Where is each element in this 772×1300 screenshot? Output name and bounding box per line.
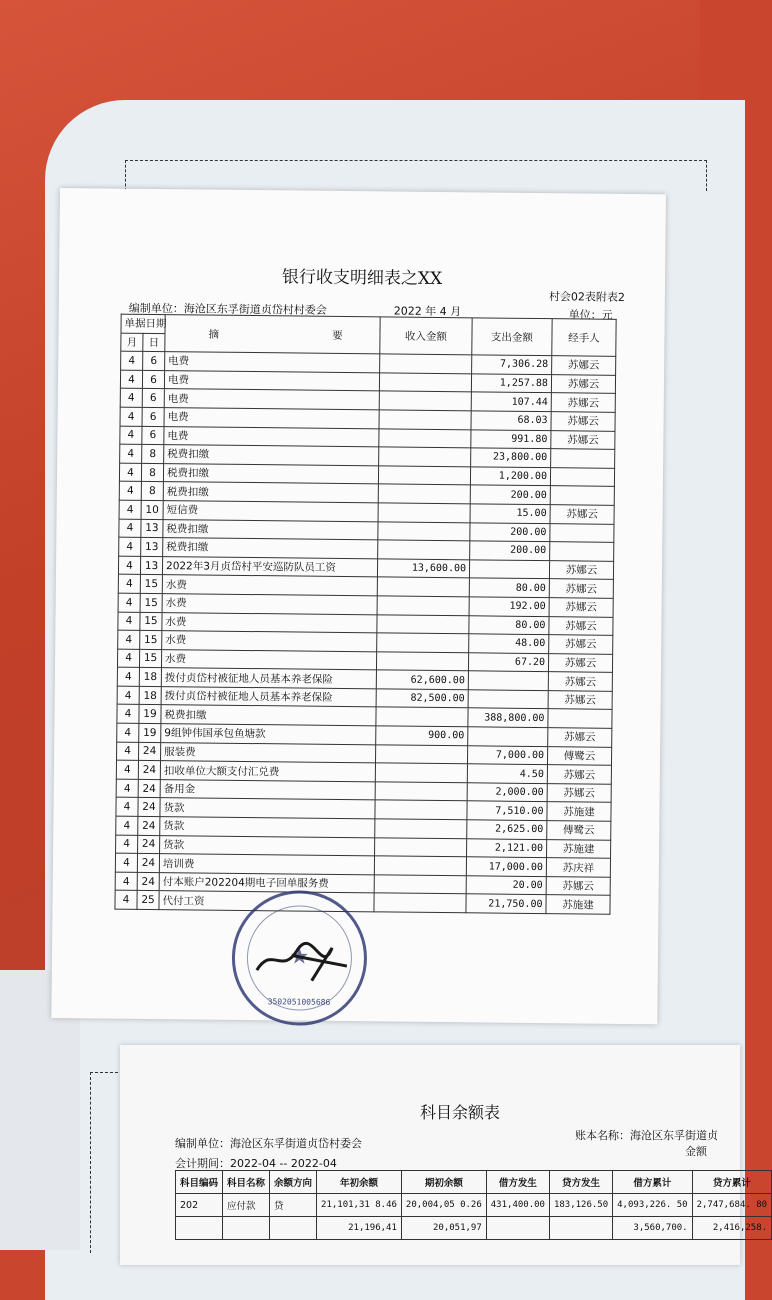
balance-header-cell: 贷方发生 <box>549 1171 612 1194</box>
balance-row <box>176 1194 772 1217</box>
balance-cell: 3,560,700. <box>613 1217 692 1240</box>
cell-income <box>374 856 466 876</box>
cell-summary: 税费扣缴 <box>163 463 378 484</box>
balance-cell: 4,093,226. 50 <box>613 1194 692 1217</box>
cell-expense: 7,510.00 <box>467 801 547 820</box>
cell-income <box>375 763 467 783</box>
balance-cell: 贷 <box>270 1194 317 1217</box>
cell-day: 8 <box>141 482 163 501</box>
cell-day: 25 <box>137 891 159 910</box>
cell-expense: 200.00 <box>470 485 550 504</box>
cell-handler: 苏娜云 <box>550 505 614 524</box>
cell-month: 4 <box>119 481 141 500</box>
cell-handler <box>550 523 614 542</box>
cell-month: 4 <box>115 853 137 872</box>
balance-header-row <box>176 1171 772 1194</box>
balance-cell: 21,101,31 8.46 <box>317 1194 402 1217</box>
cell-day: 15 <box>140 612 162 631</box>
cell-summary: 水费 <box>161 649 376 670</box>
cell-expense: 1,257.88 <box>471 374 551 393</box>
cell-summary: 9组钟伟国承包鱼塘款 <box>161 724 376 745</box>
cell-month: 4 <box>120 426 142 445</box>
cell-expense: 80.00 <box>469 578 549 597</box>
cell-summary: 电费 <box>164 389 379 410</box>
cell-handler: 苏娜云 <box>548 672 612 691</box>
balance-cell <box>549 1217 612 1240</box>
balance-header-cell: 科目名称 <box>223 1171 270 1194</box>
cell-day: 19 <box>139 705 161 724</box>
cell-month: 4 <box>120 389 142 408</box>
balance-cell: 431,400.00 <box>486 1194 549 1217</box>
header-date: 单据日期 <box>121 314 165 333</box>
balance-header-cell: 贷方累计 <box>692 1171 771 1194</box>
cell-expense <box>468 727 548 746</box>
cell-summary: 拨付贞岱村被征地人员基本养老保险 <box>161 668 376 689</box>
compiling-unit: 编制单位：海沧区东孚街道贞岱村村委会 <box>128 301 327 317</box>
cell-summary: 短信费 <box>163 501 378 522</box>
cell-expense: 21,750.00 <box>466 894 546 913</box>
cell-handler: 傅鹭云 <box>547 821 611 840</box>
header-day: 日 <box>143 333 165 352</box>
cell-summary: 备用金 <box>160 779 375 800</box>
cell-day: 13 <box>140 556 162 575</box>
cell-month: 4 <box>116 816 138 835</box>
cell-day: 24 <box>137 872 159 891</box>
cell-expense: 7,000.00 <box>467 745 547 764</box>
balance-cell: 应付款 <box>223 1194 270 1217</box>
cell-handler: 苏娜云 <box>549 616 613 635</box>
balance-sheet <box>120 1045 768 1265</box>
cell-expense: 200.00 <box>470 541 550 560</box>
cell-summary: 税费扣缴 <box>161 705 376 726</box>
cell-month: 4 <box>118 612 140 631</box>
cell-day: 24 <box>138 761 160 780</box>
balance-unit: 编制单位：海沧区东孚街道贞岱村委会 <box>175 1137 362 1150</box>
cell-summary: 电费 <box>164 426 379 447</box>
balance-table <box>175 1170 772 1240</box>
cell-month: 4 <box>117 742 139 761</box>
balance-book: 账本名称：海沧区东孚街道贞 <box>575 1129 718 1142</box>
cell-income <box>378 484 470 504</box>
cell-expense <box>468 690 548 709</box>
cell-day: 15 <box>140 630 162 649</box>
cell-day: 18 <box>139 668 161 687</box>
cell-month: 4 <box>120 444 142 463</box>
cell-day: 24 <box>138 835 160 854</box>
cell-handler: 苏娜云 <box>548 728 612 747</box>
cell-expense: 7,306.28 <box>472 355 552 374</box>
cell-handler: 苏娜云 <box>547 765 611 784</box>
cell-income: 82,500.00 <box>376 689 468 709</box>
header-summary-b: 要 <box>332 329 343 342</box>
cell-handler: 苏娜云 <box>551 412 615 431</box>
balance-cell: 21,196,41 <box>317 1217 402 1240</box>
cell-month: 4 <box>119 463 141 482</box>
cell-income <box>379 447 471 467</box>
cell-handler: 傅鹭云 <box>547 746 611 765</box>
cell-summary: 培训费 <box>159 854 374 875</box>
cell-summary: 付本账户202204期电子回单服务费 <box>159 872 374 893</box>
cell-day: 13 <box>141 537 163 556</box>
cell-summary: 货款 <box>160 798 375 819</box>
cell-income <box>379 428 471 448</box>
balance-body <box>176 1194 772 1240</box>
cell-income: 62,600.00 <box>376 670 468 690</box>
seal-star-icon: ★ <box>289 943 310 969</box>
cell-income <box>378 521 470 541</box>
currency-unit: 单位：元 <box>568 308 613 322</box>
cell-summary: 水费 <box>162 612 377 633</box>
cell-handler: 苏娜云 <box>552 356 616 375</box>
cell-expense: 15.00 <box>470 504 550 523</box>
cell-income <box>375 744 467 764</box>
cell-month: 4 <box>116 760 138 779</box>
ledger-table <box>114 314 616 915</box>
balance-cell <box>486 1217 549 1240</box>
cell-income <box>377 614 469 634</box>
cell-income <box>375 819 467 839</box>
cell-handler: 苏娜云 <box>549 598 613 617</box>
header-handler: 经手人 <box>552 319 616 357</box>
balance-header-cell: 科目编码 <box>176 1171 223 1194</box>
balance-row <box>176 1217 772 1240</box>
cell-summary: 货款 <box>160 817 375 838</box>
cell-handler: 苏庆祥 <box>546 858 610 877</box>
ledger-title: 银行收支明细表之XX <box>281 267 443 290</box>
cell-day: 24 <box>138 798 160 817</box>
cell-handler: 苏娜云 <box>551 393 615 412</box>
ledger-period: 2022 年 4 月 <box>393 304 462 319</box>
cell-day: 15 <box>140 593 162 612</box>
cell-handler <box>550 467 614 486</box>
cell-day: 13 <box>141 519 163 538</box>
cell-handler <box>551 449 615 468</box>
seal-code: 3502051005686 <box>267 997 331 1007</box>
cell-day: 24 <box>138 779 160 798</box>
cell-month: 4 <box>116 798 138 817</box>
cell-income <box>374 893 466 913</box>
cell-income <box>377 596 469 616</box>
cell-handler <box>550 486 614 505</box>
cell-expense: 80.00 <box>469 615 549 634</box>
cell-handler: 苏娜云 <box>549 635 613 654</box>
cell-summary: 电费 <box>164 370 379 391</box>
cell-day: 15 <box>140 575 162 594</box>
cell-handler: 苏娜云 <box>549 579 613 598</box>
cell-expense: 200.00 <box>470 522 550 541</box>
cell-day: 24 <box>138 816 160 835</box>
cell-month: 4 <box>117 649 139 668</box>
form-number: 村会02表附表2 <box>548 290 625 304</box>
cell-expense: 20.00 <box>466 876 546 895</box>
cell-income <box>375 837 467 857</box>
cell-summary: 水费 <box>162 631 377 652</box>
cell-expense: 48.00 <box>469 634 549 653</box>
cell-expense: 23,800.00 <box>471 448 551 467</box>
cell-summary: 电费 <box>165 352 380 373</box>
cell-expense: 2,000.00 <box>467 783 547 802</box>
header-summary <box>165 315 380 354</box>
balance-cell <box>223 1217 270 1240</box>
balance-header-cell: 年初余额 <box>317 1171 402 1194</box>
cell-expense: 4.50 <box>467 764 547 783</box>
cell-handler: 苏娜云 <box>547 783 611 802</box>
cell-day: 24 <box>137 854 159 873</box>
balance-cell: 2,416,258. <box>692 1217 771 1240</box>
cell-income <box>377 633 469 653</box>
cell-handler: 苏施建 <box>547 802 611 821</box>
cell-income <box>378 466 470 486</box>
cell-month: 4 <box>121 351 143 370</box>
cell-day: 10 <box>141 500 163 519</box>
cell-month: 4 <box>119 500 141 519</box>
cell-income <box>378 540 470 560</box>
cell-day: 6 <box>142 389 164 408</box>
cell-summary: 服装费 <box>161 742 376 763</box>
cell-summary: 货款 <box>160 835 375 856</box>
cell-month: 4 <box>116 779 138 798</box>
balance-cell: 20,051,97 <box>401 1217 486 1240</box>
cell-summary: 税费扣缴 <box>163 482 378 503</box>
cell-summary: 代付工资 <box>159 891 374 912</box>
cell-handler: 苏娜云 <box>548 691 612 710</box>
cell-month: 4 <box>118 574 140 593</box>
balance-header-cell: 余额方向 <box>270 1171 317 1194</box>
cell-day: 8 <box>142 445 164 464</box>
handwritten-signature <box>252 935 363 986</box>
cell-month: 4 <box>119 519 141 538</box>
cell-income <box>375 782 467 802</box>
cell-income <box>379 391 471 411</box>
cell-expense: 2,625.00 <box>467 820 547 839</box>
cell-month: 4 <box>117 705 139 724</box>
cell-income: 900.00 <box>376 726 468 746</box>
cell-month: 4 <box>120 407 142 426</box>
cell-day: 6 <box>142 407 164 426</box>
cell-handler: 苏娜云 <box>549 560 613 579</box>
balance-header-cell: 期初余额 <box>401 1171 486 1194</box>
cell-handler <box>550 542 614 561</box>
cell-summary: 水费 <box>162 593 377 614</box>
balance-amount-unit: 金额 <box>685 1145 707 1158</box>
cell-summary: 2022年3月贞岱村平安巡防队员工资 <box>162 556 377 577</box>
cell-day: 6 <box>142 370 164 389</box>
cell-month: 4 <box>118 593 140 612</box>
cell-month: 4 <box>117 667 139 686</box>
cell-month: 4 <box>117 723 139 742</box>
cell-expense: 107.44 <box>471 392 551 411</box>
balance-header-cell: 借方发生 <box>486 1171 549 1194</box>
cell-day: 6 <box>142 426 164 445</box>
cell-day: 8 <box>141 463 163 482</box>
cell-month: 4 <box>115 891 137 910</box>
balance-header-cell: 借方累计 <box>613 1171 692 1194</box>
cell-expense: 67.20 <box>468 652 548 671</box>
cell-day: 18 <box>139 686 161 705</box>
bank-ledger-sheet <box>51 188 666 1024</box>
cell-income <box>376 707 468 727</box>
balance-cell: 20,004,05 0.26 <box>401 1194 486 1217</box>
cell-expense <box>468 671 548 690</box>
cell-month: 4 <box>120 370 142 389</box>
ledger-body <box>115 351 616 914</box>
cell-summary: 税费扣缴 <box>164 445 379 466</box>
balance-title: 科目余额表 <box>420 1103 501 1122</box>
cell-month: 4 <box>116 835 138 854</box>
cell-handler: 苏施建 <box>547 839 611 858</box>
cell-summary: 水费 <box>162 575 377 596</box>
balance-cell: 202 <box>176 1194 223 1217</box>
balance-cell: 2,747,684. 80 <box>692 1194 771 1217</box>
cell-income <box>379 410 471 430</box>
cell-expense: 17,000.00 <box>466 857 546 876</box>
header-income: 收入金额 <box>380 317 472 355</box>
cell-expense: 68.03 <box>471 411 551 430</box>
cell-expense: 2,121.00 <box>467 838 547 857</box>
cell-expense: 991.80 <box>471 429 551 448</box>
balance-cell: 183,126.50 <box>549 1194 612 1217</box>
cell-month: 4 <box>119 537 141 556</box>
table-row <box>115 891 610 915</box>
cell-summary: 税费扣缴 <box>163 519 378 540</box>
cell-expense: 388,800.00 <box>468 708 548 727</box>
cell-handler: 苏娜云 <box>546 876 610 895</box>
cell-income <box>376 652 468 672</box>
cell-day: 15 <box>139 649 161 668</box>
cell-expense <box>469 560 549 579</box>
cell-income <box>374 875 466 895</box>
cell-month: 4 <box>118 556 140 575</box>
cell-handler: 苏娜云 <box>551 374 615 393</box>
cell-income <box>379 373 471 393</box>
header-expense: 支出金额 <box>472 318 552 356</box>
cell-summary: 扣收单位大额支付汇兑费 <box>160 761 375 782</box>
header-month: 月 <box>121 333 143 352</box>
balance-cell <box>176 1217 223 1240</box>
cell-summary: 电费 <box>164 408 379 429</box>
header-summary-a: 摘 <box>208 328 220 341</box>
cell-income <box>377 577 469 597</box>
cell-day: 6 <box>143 352 165 371</box>
cell-month: 4 <box>115 872 137 891</box>
cell-expense: 192.00 <box>469 597 549 616</box>
cell-handler: 苏娜云 <box>548 653 612 672</box>
cell-income <box>378 503 470 523</box>
cell-handler: 苏施建 <box>546 895 610 914</box>
cell-month: 4 <box>118 630 140 649</box>
cell-day: 19 <box>139 723 161 742</box>
cell-summary: 税费扣缴 <box>163 538 378 559</box>
cell-income <box>380 354 472 374</box>
cell-month: 4 <box>117 686 139 705</box>
cell-handler: 苏娜云 <box>551 430 615 449</box>
dashed-frame-top <box>125 160 707 191</box>
cell-expense: 1,200.00 <box>470 467 550 486</box>
cell-income <box>375 800 467 820</box>
cell-income: 13,600.00 <box>377 559 469 579</box>
cell-day: 24 <box>139 742 161 761</box>
cell-handler <box>548 709 612 728</box>
cell-summary: 拨付贞岱村被征地人员基本养老保险 <box>161 686 376 707</box>
balance-cell <box>270 1217 317 1240</box>
balance-period: 会计期间：2022-04 -- 2022-04 <box>175 1157 337 1170</box>
